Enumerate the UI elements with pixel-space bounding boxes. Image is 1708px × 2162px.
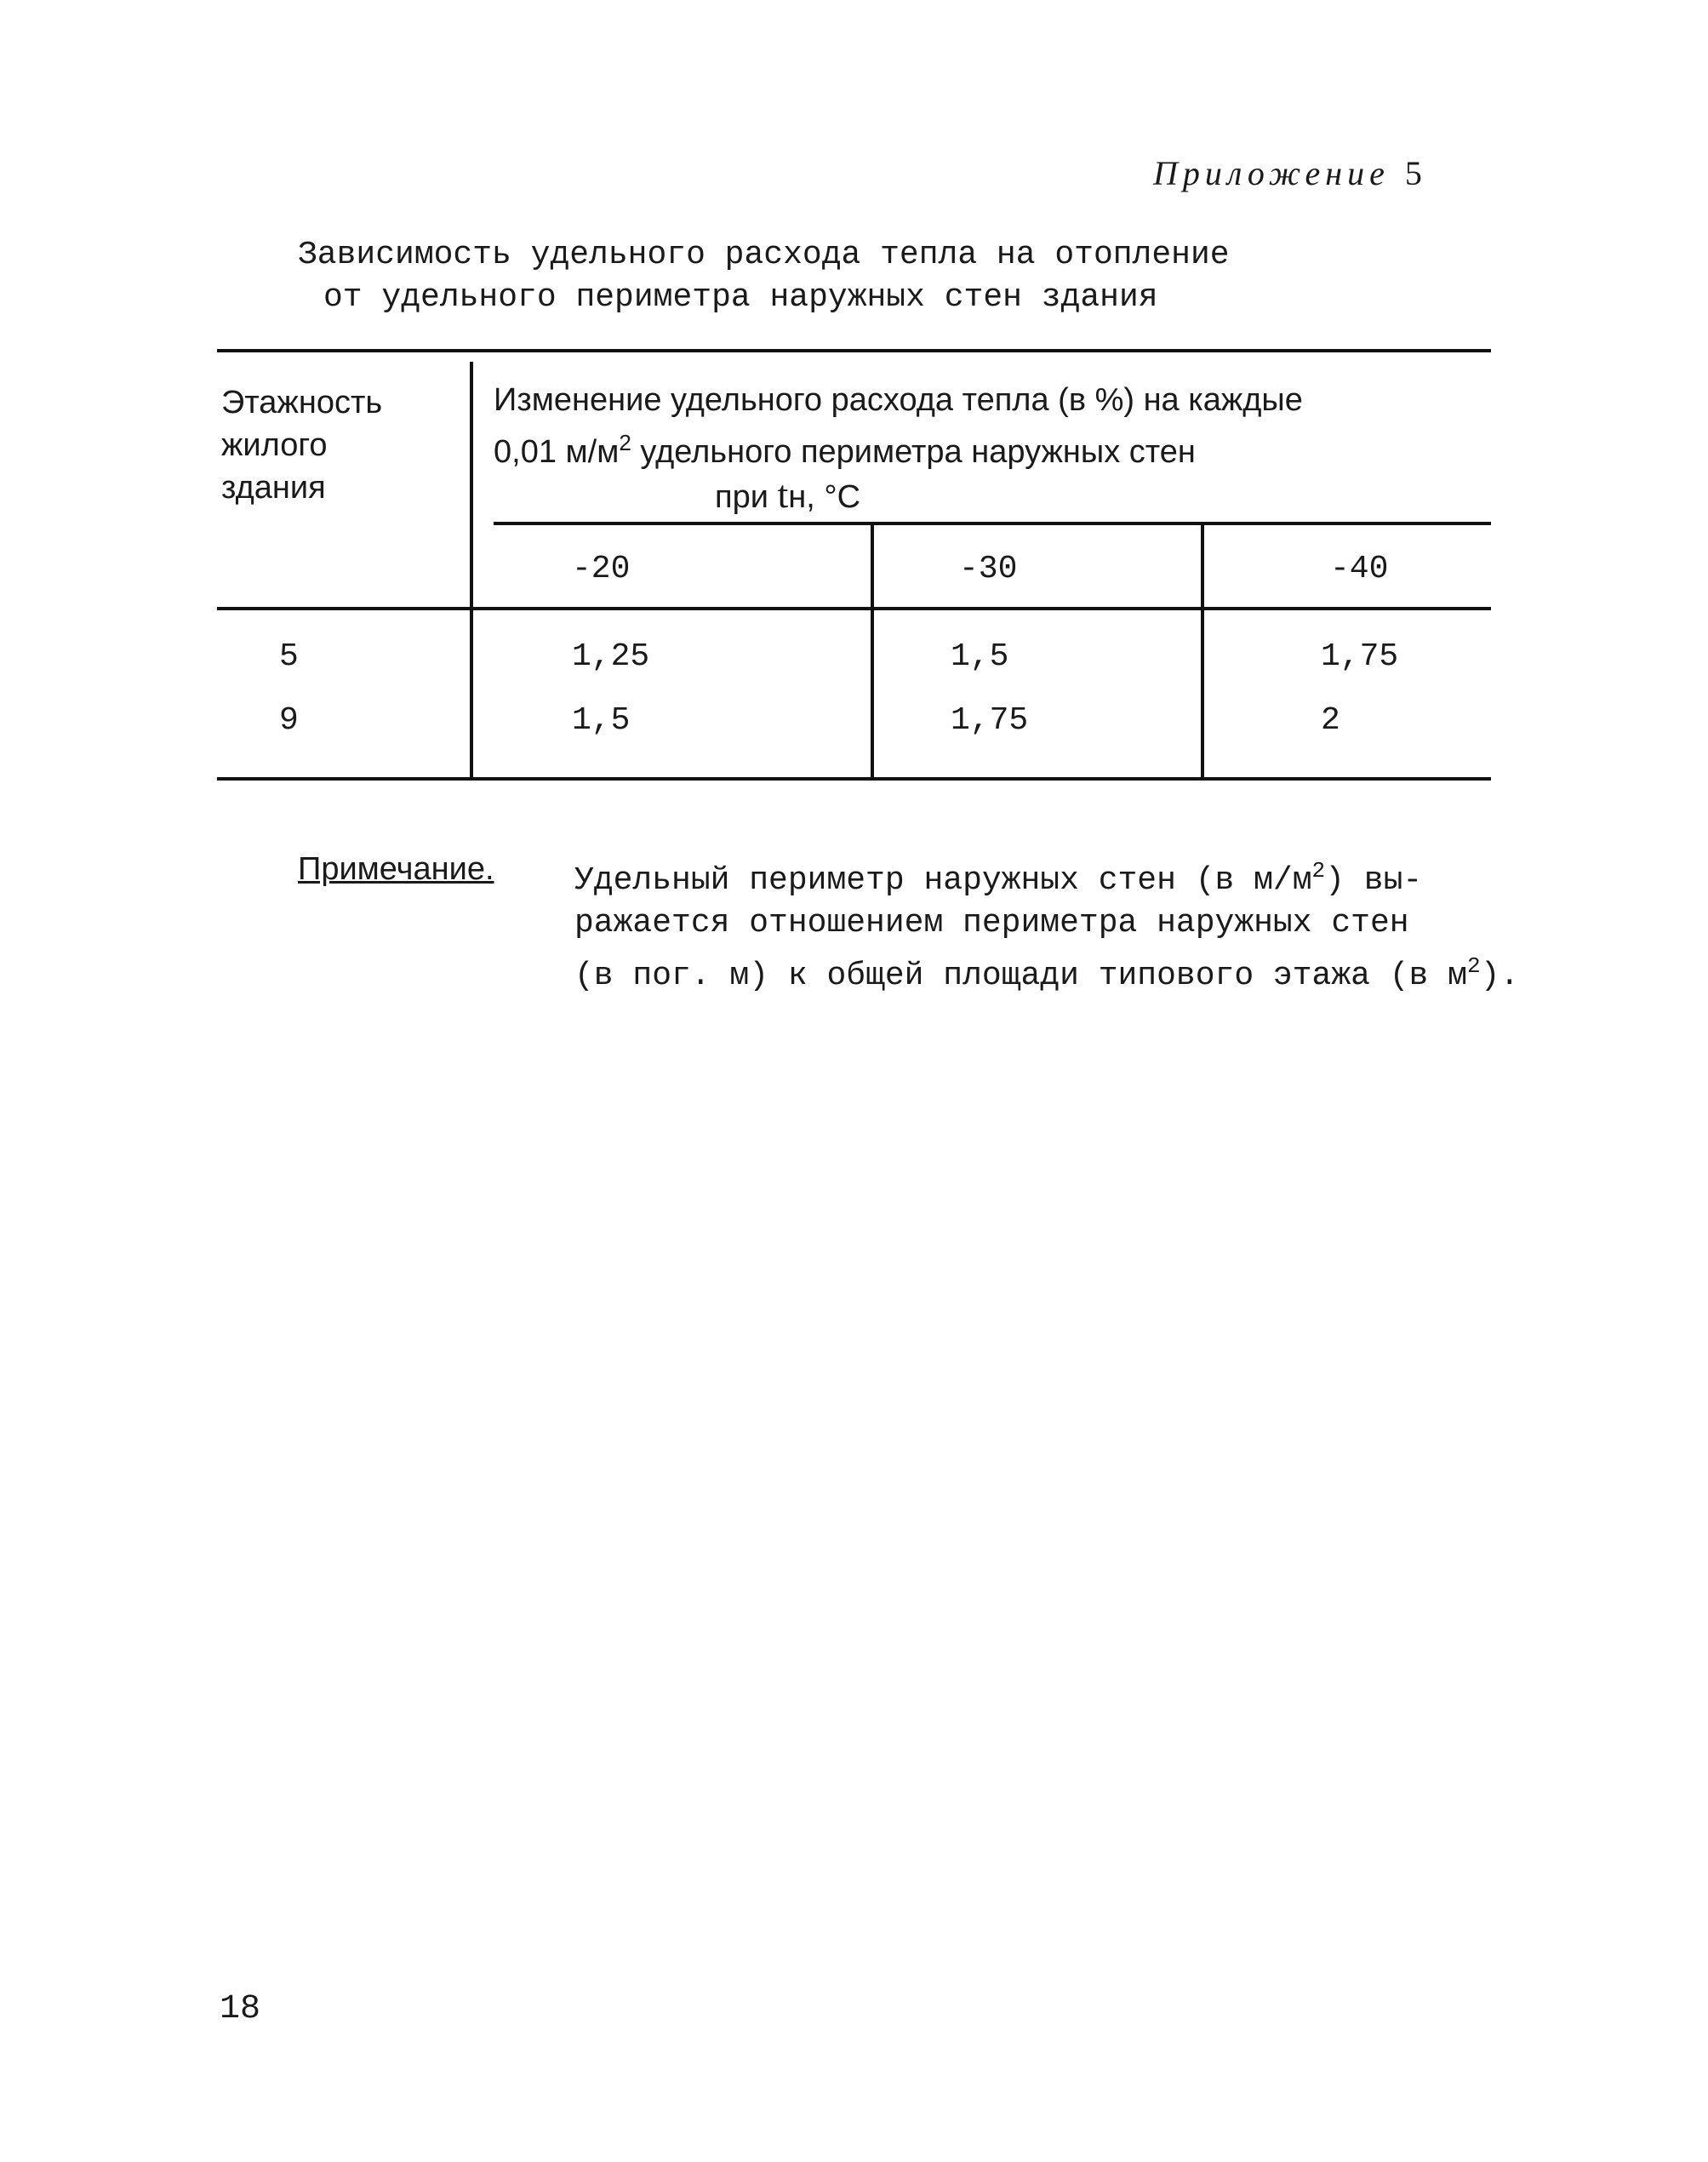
table-top-rule: [217, 349, 1491, 352]
change-header-line-1: Изменение удельного расхода тепла (в %) на каждые: [494, 382, 1303, 418]
table-cell: 1,75: [1321, 638, 1399, 675]
temp-header-3: -40: [1330, 551, 1389, 587]
title-line-1: Зависимость удельного расхода тепла на отопление: [298, 237, 1230, 273]
table-title: [298, 234, 1230, 319]
temp-header-1: -20: [572, 551, 631, 587]
table-cell: 1,75: [951, 702, 1029, 739]
note-line-3: (в пог. м) к общей площади типового этажа (в $м^2$).: [574, 953, 1520, 994]
column-divider-2: [871, 523, 874, 779]
table-cell: 1,5: [951, 638, 1009, 675]
table-cell: 1,25: [572, 638, 650, 675]
table-row-floors: 5: [279, 638, 299, 675]
note-line-1: Удельный периметр наружных стен (в $м/м^2$) вы-: [574, 858, 1423, 899]
column-divider-3: [1201, 523, 1204, 779]
header-sub-rule: [494, 522, 1491, 525]
table-row-floors: 9: [279, 702, 299, 739]
table-cell: 1,5: [572, 702, 631, 739]
note-line-2: ражается отношением периметра наружных стен: [574, 905, 1409, 941]
column-divider-1: [470, 362, 473, 779]
floors-header-line: жилого: [221, 427, 328, 463]
table-cell: 2: [1321, 702, 1340, 739]
floors-header-line: Этажность: [221, 385, 383, 420]
change-header-line-3: при tн, °С: [715, 472, 861, 516]
change-header-line-2: 0,01 $м/м^2$ удельного периметра наружных стен: [494, 430, 1196, 470]
note-text: [574, 849, 1528, 998]
change-header: [494, 379, 1489, 518]
appendix-label: Приложение: [1153, 154, 1390, 192]
page-number: 18: [220, 1990, 261, 2028]
floors-header: [221, 381, 382, 509]
note-label: Примечание.: [298, 851, 494, 887]
floors-header-line: здания: [221, 470, 326, 506]
appendix-number: 5: [1404, 154, 1427, 192]
table-bottom-rule: [217, 777, 1491, 781]
temp-header-2: -30: [959, 551, 1018, 587]
appendix-heading: [1153, 153, 1427, 193]
title-line-2: от удельного периметра наружных стен здания: [323, 279, 1158, 316]
header-bottom-rule: [217, 607, 1491, 610]
